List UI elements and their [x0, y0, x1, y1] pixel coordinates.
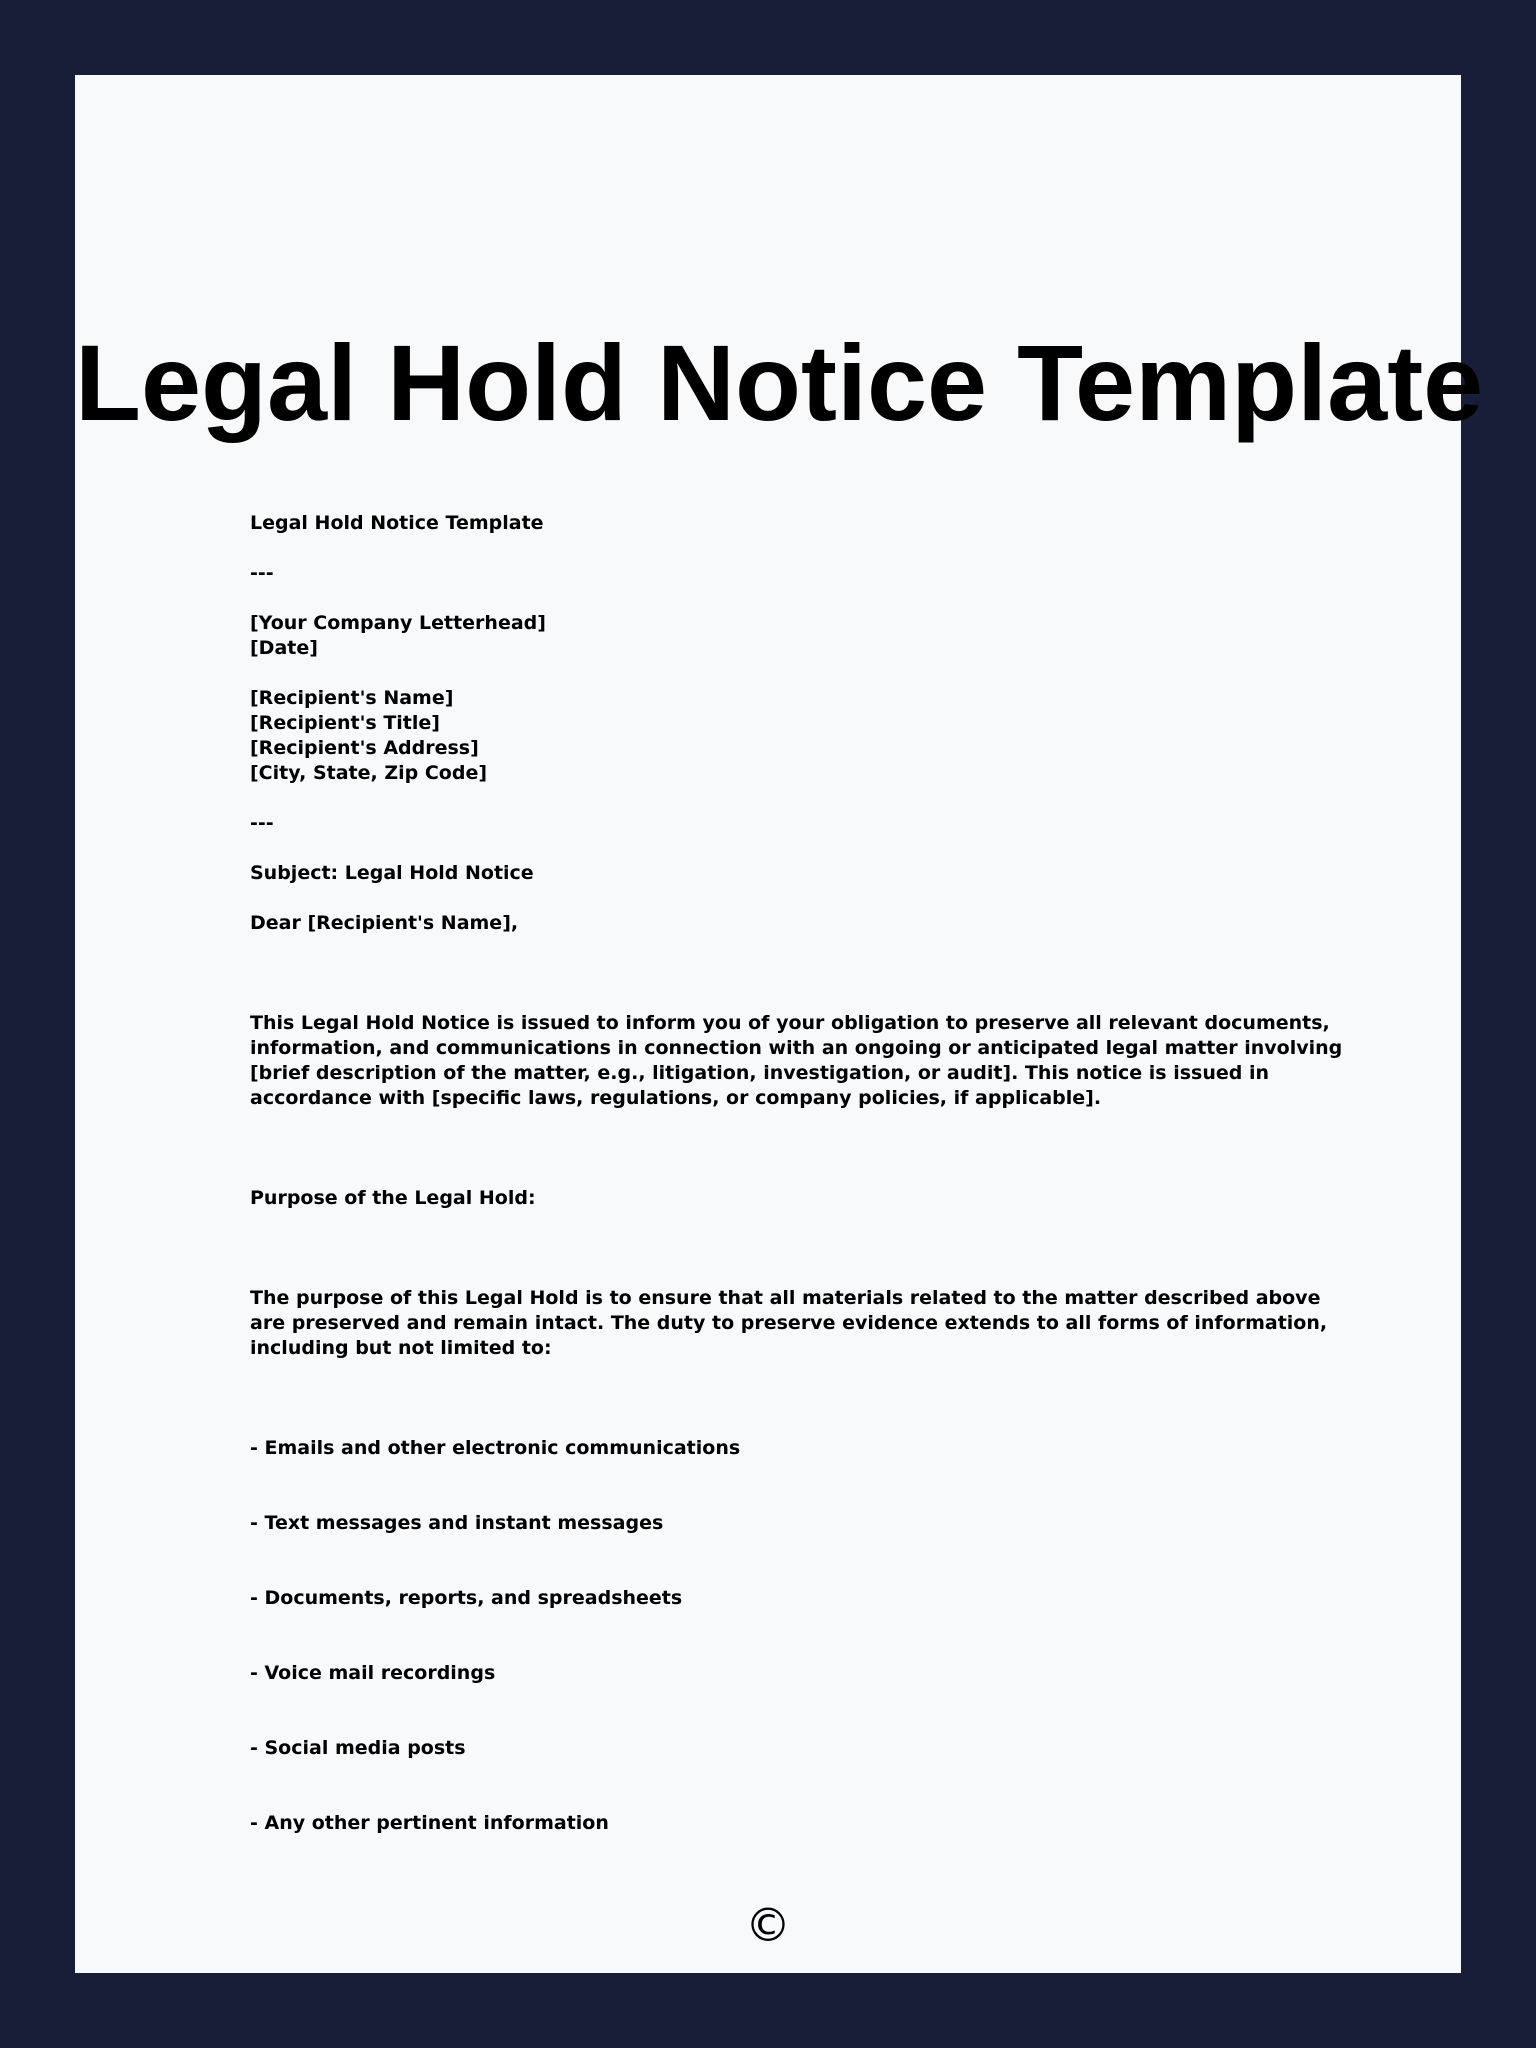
recipient-name: [Recipient's Name] [250, 687, 454, 709]
salutation: Dear [Recipient's Name], [250, 912, 519, 934]
purpose-heading: Purpose of the Legal Hold: [250, 1187, 536, 1209]
list-item: - Documents, reports, and spreadsheets [250, 1587, 683, 1609]
separator: --- [250, 812, 274, 834]
copyright-icon: © [745, 1898, 791, 1952]
recipient-city-state-zip: [City, State, Zip Code] [250, 762, 488, 784]
document-page [75, 75, 1484, 1973]
purpose-paragraph: The purpose of this Legal Hold is to ensure that all materials related to the matter described above are preserved and remain intact. The duty to preserve evidence extends to all forms of information, including but not limited to: [250, 1287, 1328, 1359]
list-item: - Social media posts [250, 1737, 466, 1759]
date-placeholder: [Date] [250, 637, 318, 659]
recipient-address: [Recipient's Address] [250, 737, 479, 759]
letterhead-placeholder: [Your Company Letterhead] [250, 612, 546, 634]
document-body [250, 511, 1350, 1836]
page-title: Legal Hold Notice Template [75, 322, 1484, 443]
list-item: - Any other pertinent information [250, 1812, 609, 1834]
list-item: - Emails and other electronic communications [250, 1437, 741, 1459]
document-heading: Legal Hold Notice Template [250, 512, 544, 534]
list-item: - Text messages and instant messages [250, 1512, 664, 1534]
subject-line: Subject: Legal Hold Notice [250, 862, 534, 884]
separator: --- [250, 562, 274, 584]
recipient-title: [Recipient's Title] [250, 712, 440, 734]
intro-paragraph: This Legal Hold Notice is issued to inform you of your obligation to preserve all relevant documents, information, and communications in connection with an ongoing or anticipated legal matter involving [brief description of the matter, e.g., litigation, investigation, or audit]. This notice is issued in accordance with [specific laws, regulations, or company policies, if applicable]. [250, 1012, 1343, 1109]
list-item: - Voice mail recordings [250, 1662, 496, 1684]
